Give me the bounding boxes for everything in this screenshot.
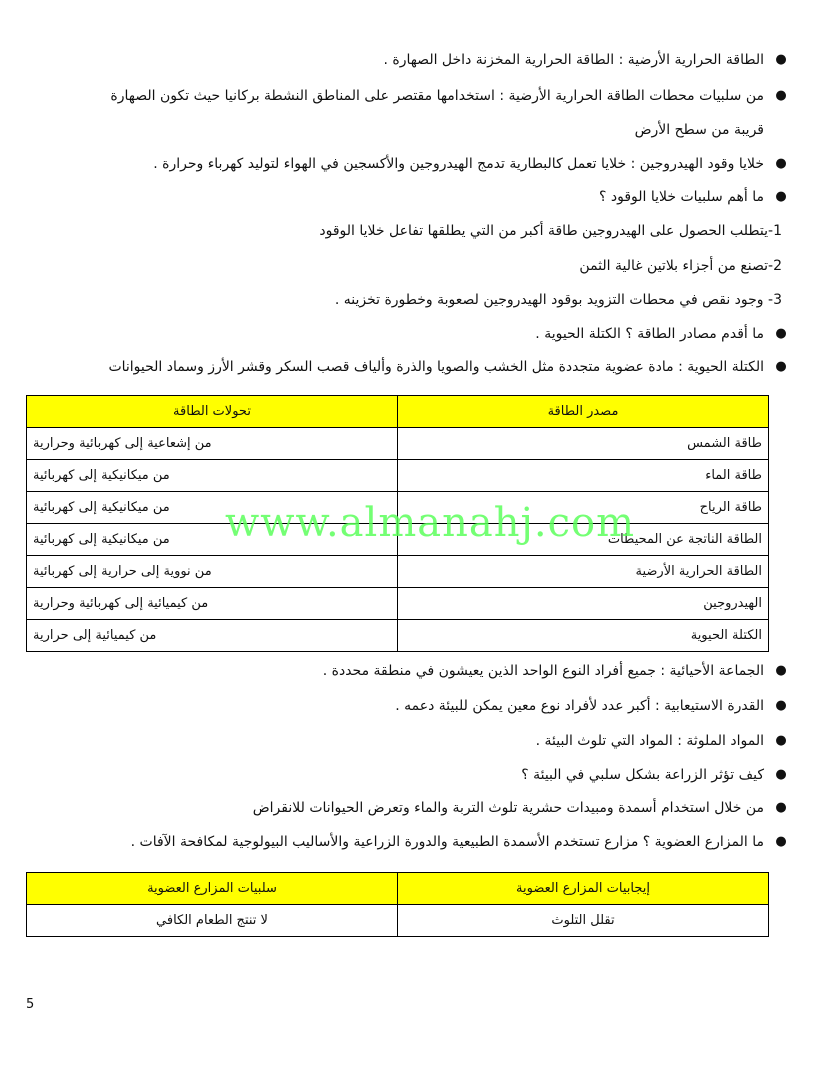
bullet-item <box>26 154 787 174</box>
numbered-item: 3- وجود نقص في محطات التزويد بوقود الهيدروجين لصعوبة وخطورة تخزينه . <box>334 292 782 308</box>
bullet-icon: ● <box>775 156 787 171</box>
table-row <box>27 620 769 652</box>
bullet-text: كيف تؤثر الزراعة بشكل سلبي في البيئة ؟ <box>521 767 764 783</box>
bullet-continuation: قريبة من سطح الأرض <box>634 122 764 138</box>
bullet-icon: ● <box>775 800 787 815</box>
bullet-item <box>26 696 787 716</box>
bullet-item <box>26 187 787 207</box>
bullet-text: ما أهم سلبيات خلايا الوقود ؟ <box>598 189 764 205</box>
bullet-item <box>26 50 787 70</box>
bullet-icon: ● <box>775 698 787 713</box>
cell-con: لا تنتج الطعام الكافي <box>27 905 398 937</box>
bullet-text: الطاقة الحرارية الأرضية : الطاقة الحرارية المخزنة داخل الصهارة . <box>383 52 764 68</box>
table-row <box>27 905 769 937</box>
cell-source: الهيدروجين <box>398 588 769 620</box>
bullet-item <box>26 661 787 681</box>
bullet-icon: ● <box>775 733 787 748</box>
bullet-icon: ● <box>775 88 787 103</box>
bullet-icon: ● <box>775 663 787 678</box>
bullet-icon: ● <box>775 189 787 204</box>
cell-conversion: من ميكانيكية إلى كهربائية <box>27 460 398 492</box>
header-cons: سلبيات المزارع العضوية <box>27 873 398 905</box>
bullet-icon: ● <box>775 767 787 782</box>
numbered-item: 1-يتطلب الحصول على الهيدروجين طاقة أكبر من التي يطلقها تفاعل خلايا الوقود <box>319 223 782 239</box>
cell-source: الطاقة الحرارية الأرضية <box>398 556 769 588</box>
bullet-item <box>26 324 787 344</box>
cell-source: طاقة الماء <box>398 460 769 492</box>
numbered-item: 2-تصنع من أجزاء بلاتين غالية الثمن <box>579 258 782 274</box>
cell-pro: تقلل التلوث <box>398 905 769 937</box>
table-row <box>27 588 769 620</box>
header-energy-conversion: تحولات الطاقة <box>27 396 398 428</box>
bullet-icon: ● <box>775 359 787 374</box>
bullet-text: المواد الملوثة : المواد التي تلوث البيئة . <box>535 733 764 749</box>
page-number: 5 <box>26 997 35 1012</box>
bullet-text: ما المزارع العضوية ؟ مزارع تستخدم الأسمدة الطبيعية والدورة الزراعية والأساليب البيولوجية لمكافحة الآفات . <box>130 834 764 850</box>
watermark: www.almanahj.com <box>225 500 636 546</box>
header-pros: إيجابيات المزارع العضوية <box>398 873 769 905</box>
bullet-icon: ● <box>775 326 787 341</box>
cell-source: الطاقة الناتجة عن المحيطات <box>398 524 769 556</box>
cell-conversion: من كيميائية إلى كهربائية وحرارية <box>27 588 398 620</box>
bullet-icon: ● <box>775 834 787 849</box>
bullet-item <box>26 357 787 377</box>
cell-source: طاقة الرياح <box>398 492 769 524</box>
header-energy-source: مصدر الطاقة <box>398 396 769 428</box>
bullet-text: من خلال استخدام أسمدة ومبيدات حشرية تلوث التربة والماء وتعرض الحيوانات للانقراض <box>252 800 764 816</box>
bullet-item <box>26 86 787 106</box>
bullet-text: الجماعة الأحيائية : جميع أفراد النوع الواحد الذين يعيشون في منطقة محددة . <box>322 663 764 679</box>
table-header-row <box>27 873 769 905</box>
bullet-item <box>26 832 787 852</box>
bullet-item <box>26 798 787 818</box>
table-row <box>27 556 769 588</box>
table-row <box>27 460 769 492</box>
table-header-row <box>27 396 769 428</box>
bullet-text: ما أقدم مصادر الطاقة ؟ الكتلة الحيوية . <box>535 326 764 342</box>
cell-conversion: من كيميائية إلى حرارية <box>27 620 398 652</box>
table-row <box>27 428 769 460</box>
cell-conversion: من ميكانيكية إلى كهربائية <box>27 492 398 524</box>
bullet-item <box>26 731 787 751</box>
cell-conversion: من ميكانيكية إلى كهربائية <box>27 524 398 556</box>
bullet-text: الكتلة الحيوية : مادة عضوية متجددة مثل الخشب والصويا والذرة وألياف قصب السكر وقشر الأرز وسماد الحيوانات <box>108 359 764 375</box>
cell-conversion: من إشعاعية إلى كهربائية وحرارية <box>27 428 398 460</box>
bullet-text: من سلبيات محطات الطاقة الحرارية الأرضية : استخدامها مقتصر على المناطق النشطة بركانيا حيث تكون الصهارة <box>110 88 764 104</box>
bullet-item <box>26 765 787 785</box>
organic-farms-table <box>26 872 769 937</box>
cell-source: طاقة الشمس <box>398 428 769 460</box>
bullet-text: خلايا وقود الهيدروجين : خلايا تعمل كالبطارية تدمج الهيدروجين والأكسجين في الهواء لتوليد كهرباء وحرارة . <box>153 156 764 172</box>
bullet-text: القدرة الاستيعابية : أكبر عدد لأفراد نوع معين يمكن للبيئة دعمه . <box>395 698 764 714</box>
cell-source: الكتلة الحيوية <box>398 620 769 652</box>
cell-conversion: من نووية إلى حرارية إلى كهربائية <box>27 556 398 588</box>
bullet-icon: ● <box>775 52 787 67</box>
